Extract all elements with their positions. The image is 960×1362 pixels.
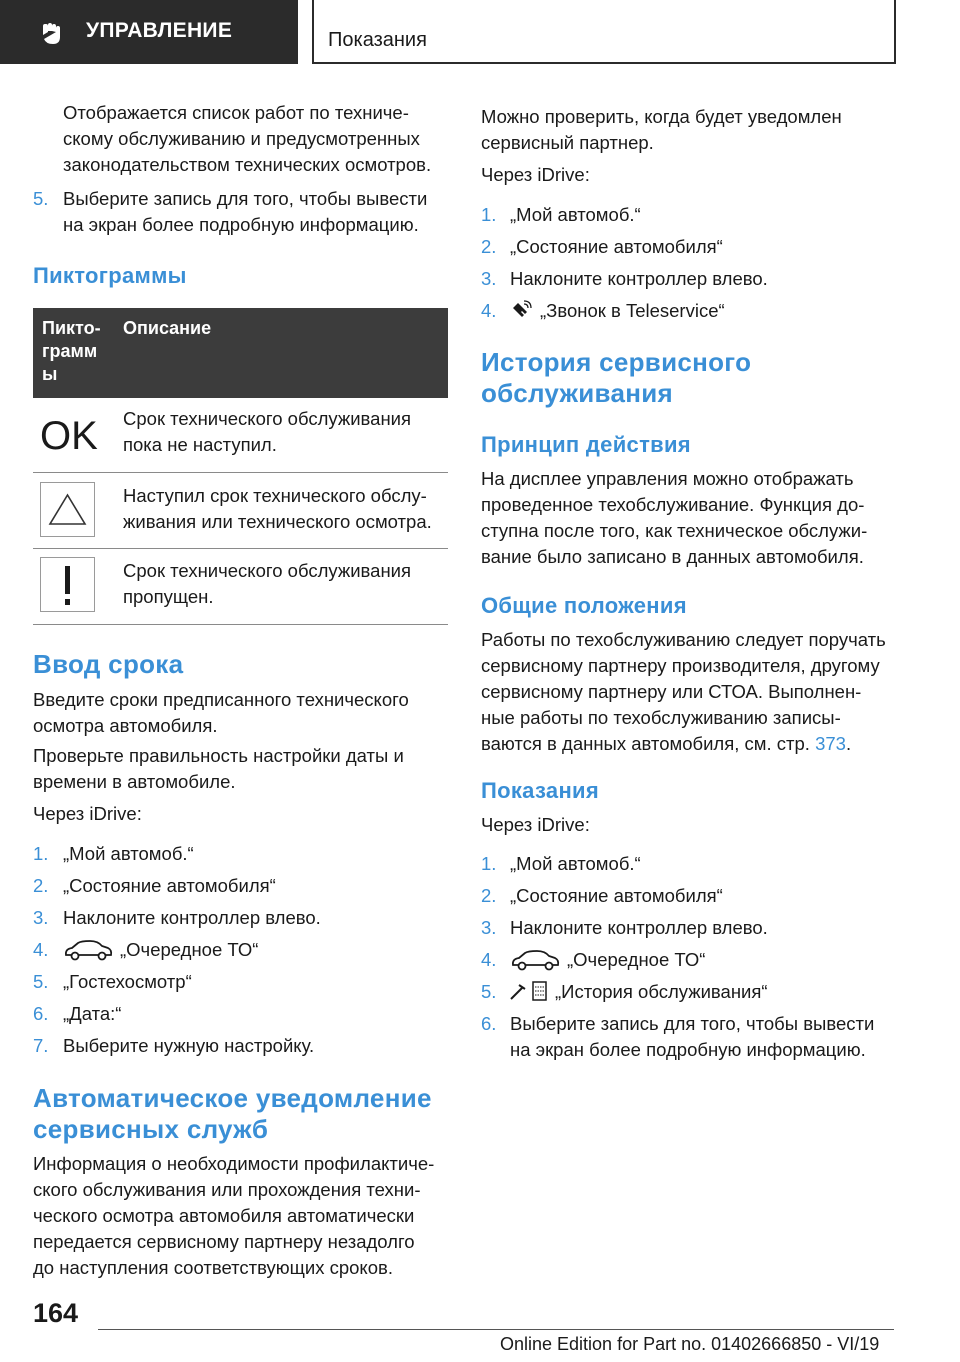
paragraph-line: передается сервисному партнеру незадолго (33, 1231, 415, 1252)
step-text: Выберите запись для того, чтобы вывести (63, 188, 428, 209)
header-section-tab (0, 0, 298, 64)
step-text: „Состояние автомобиля“ (63, 875, 276, 896)
history-heading-line-2: обслуживания (481, 378, 673, 408)
paragraph-line: сервисный партнер. (481, 132, 654, 153)
paragraph-line: ческого осмотра автомобиля автоматически (33, 1205, 415, 1226)
table-divider (33, 624, 448, 625)
step-number: 2. (481, 236, 497, 257)
principle-heading: Принцип действия (481, 432, 691, 457)
paragraph-line: ского обслуживания или прохождения техни- (33, 1179, 421, 1200)
paragraph-text: ваются в данных автомобиля, см. стр. (481, 733, 816, 754)
history-heading-line-1: История сервисного (481, 347, 752, 377)
step-text: „Звонок в Teleservice“ (540, 300, 725, 321)
page-number: 164 (33, 1298, 79, 1328)
paragraph-line: Введите сроки предписанного технического (33, 689, 409, 710)
edition-text: Online Edition for Part no. 01402666850 - VI/19 (500, 1334, 880, 1354)
table-cell: живания или технического осмотра. (123, 511, 432, 532)
column-header-pictogram: Пикто- грамм ы (42, 318, 101, 384)
step-number: 3. (33, 907, 49, 928)
step-number: 6. (481, 1013, 497, 1034)
step-text: Наклоните контроллер влево. (510, 268, 768, 289)
step-number: 6. (33, 1003, 49, 1024)
step-text: „Мой автомоб.“ (510, 204, 641, 225)
step-number: 3. (481, 917, 497, 938)
intro-line-2: скому обслуживанию и предусмотренных (63, 128, 420, 149)
table-header (33, 308, 448, 398)
step-number: 4. (33, 939, 49, 960)
section-title: УПРАВЛЕНИЕ (86, 19, 233, 42)
step-number: 4. (481, 949, 497, 970)
auto-heading-line-2: сервисных служб (33, 1114, 269, 1144)
step-number: 5. (33, 188, 49, 209)
step-text: „Состояние автомобиля“ (510, 236, 723, 257)
step-number: 4. (481, 300, 497, 321)
intro-line-3: законодательством технических осмотров. (63, 154, 432, 175)
car-manual-icon (40, 21, 66, 47)
paragraph-line: сервисному партнеру производителя, другому (481, 655, 880, 676)
step-text: „Очередное ТО“ (567, 949, 706, 970)
exclamation-icon (40, 557, 95, 612)
step-number: 1. (481, 853, 497, 874)
step-number: 3. (481, 268, 497, 289)
via-idrive: Через iDrive: (481, 814, 590, 835)
column-header-description: Описание (123, 318, 212, 338)
step-text: Выберите запись для того, чтобы вывести (510, 1013, 875, 1034)
paragraph-line: Проверьте правильность настройки даты и (33, 745, 404, 766)
table-cell: пока не наступил. (123, 434, 277, 455)
paragraph-line: Информация о необходимости профилактиче- (33, 1153, 435, 1174)
paragraph-line: осмотра автомобиля. (33, 715, 218, 736)
step-text: „Гостехосмотр“ (63, 971, 192, 992)
subsection-title: Показания (328, 29, 427, 51)
car-service-icon (62, 938, 114, 962)
paragraph-line: до наступления соответствующих сроков. (33, 1257, 393, 1278)
via-idrive: Через iDrive: (481, 164, 590, 185)
general-heading: Общие положения (481, 593, 687, 618)
step-text: „История обслуживания“ (555, 981, 768, 1002)
paragraph-line: сервисному партнеру или СТОА. Выполнен- (481, 681, 862, 702)
deadline-heading: Ввод срока (33, 649, 184, 679)
table-divider (33, 472, 448, 473)
step-text: Наклоните контроллер влево. (510, 917, 768, 938)
paragraph-line: Можно проверить, когда будет уведомлен (481, 106, 842, 127)
paragraph-line: ступна после того, как техническое обслужи- (481, 520, 868, 541)
paragraph-line: ные работы по техобслуживанию записы- (481, 707, 841, 728)
header-subsection (312, 0, 896, 64)
paragraph-line: Работы по техобслуживанию следует поручать (481, 629, 886, 650)
auto-heading-line-1: Автоматическое уведомление (33, 1083, 432, 1113)
step-number: 5. (481, 981, 497, 1002)
step-text: „Мой автомоб.“ (63, 843, 194, 864)
footer-divider (98, 1329, 894, 1330)
pictograms-heading: Пиктограммы (33, 263, 187, 288)
step-text: „Очередное ТО“ (120, 939, 259, 960)
step-text: „Дата:“ (63, 1003, 122, 1024)
paragraph-line (481, 731, 851, 757)
table-cell: пропущен. (123, 586, 214, 607)
step-text: на экран более подробную информацию. (63, 214, 419, 235)
step-text: Выберите нужную настройку. (63, 1035, 315, 1056)
table-divider (33, 548, 448, 549)
readings-heading: Показания (481, 778, 599, 803)
service-history-icon (509, 979, 549, 1003)
paragraph-line: проведенное техобслуживание. Функция до- (481, 494, 865, 515)
table-cell: Срок технического обслуживания (123, 408, 412, 429)
table-cell: Срок технического обслуживания (123, 560, 412, 581)
step-text: Наклоните контроллер влево. (63, 907, 321, 928)
car-service-icon (509, 948, 561, 972)
step-number: 2. (33, 875, 49, 896)
step-number: 1. (33, 843, 49, 864)
teleservice-icon (510, 300, 532, 322)
warning-triangle-icon (40, 482, 95, 537)
paragraph-end: . (845, 733, 852, 754)
step-number: 7. (33, 1035, 49, 1056)
step-number: 2. (481, 885, 497, 906)
paragraph-line: На дисплее управления можно отображать (481, 468, 854, 489)
paragraph-line: времени в автомобиле. (33, 771, 236, 792)
via-idrive: Через iDrive: (33, 803, 142, 824)
page-reference-link[interactable]: 373 (815, 733, 846, 754)
table-cell: Наступил срок технического обслу- (123, 485, 427, 506)
step-number: 5. (33, 971, 49, 992)
step-text: на экран более подробную информацию. (510, 1039, 866, 1060)
paragraph-line: вание было записано в данных автомобиля. (481, 546, 864, 567)
ok-icon: OK (40, 414, 98, 458)
intro-line-1: Отображается список работ по техниче- (63, 102, 409, 123)
step-text: „Состояние автомобиля“ (510, 885, 723, 906)
step-number: 1. (481, 204, 497, 225)
step-text: „Мой автомоб.“ (510, 853, 641, 874)
